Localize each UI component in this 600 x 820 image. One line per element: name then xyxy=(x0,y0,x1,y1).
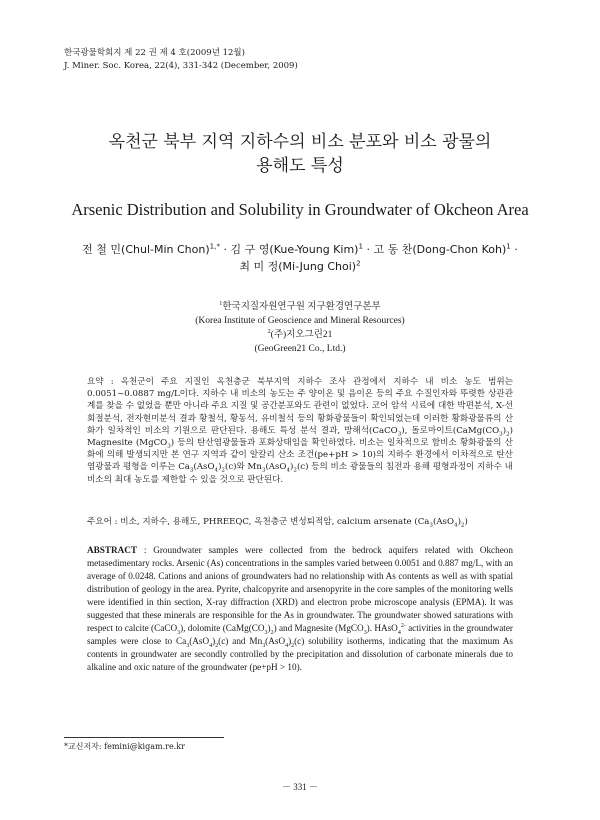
subscript: 2 xyxy=(506,431,510,438)
subscript: 3 xyxy=(167,443,171,450)
journal-header-english: J. Miner. Soc. Korea, 22(4), 331-342 (December, 2009) xyxy=(64,61,298,71)
keywords xyxy=(87,516,537,528)
corresponding-author-footnote: *교신저자: femini@kigam.re.kr xyxy=(64,742,185,751)
subscript: 3 xyxy=(499,431,503,438)
footnote-divider xyxy=(64,737,224,738)
abstract-english-text: (c) and Mn xyxy=(218,636,263,646)
abstract-english-text: (AsO xyxy=(265,636,286,646)
subscript: 3 xyxy=(397,431,402,438)
subscript: 4 xyxy=(454,522,458,529)
subscript: 2 xyxy=(221,468,225,475)
abstract-korean-text: ) xyxy=(502,425,507,436)
subscript: 3 xyxy=(363,629,367,636)
subscript: 4 xyxy=(214,468,219,475)
abstract-english-label: ABSTRACT xyxy=(87,545,138,555)
subscript: 3 xyxy=(189,468,194,475)
subscript: 2 xyxy=(293,468,297,475)
affiliation-2-mark: 2 xyxy=(267,328,271,335)
abstract-english-text: ), dolomite (CaMg(CO xyxy=(180,623,265,633)
title-korean-line2: 용해도 특성 xyxy=(256,156,344,176)
abstract-korean-text: ), 돌로마이트(CaMg(CO xyxy=(401,425,500,436)
affiliation-2-korean-text: (주)지오그린21 xyxy=(270,330,333,340)
subscript: 3 xyxy=(261,468,266,475)
abstract-english-text: ) and Magnesite (MgCO xyxy=(273,623,364,633)
subscript: 4 xyxy=(286,468,291,475)
affiliation-1-english: (Korea Institute of Geoscience and Mineral Resources) xyxy=(195,316,405,326)
author-2: 김 구 영(Kue-Young Kim) xyxy=(230,243,359,256)
author-separator: · xyxy=(514,243,518,256)
affiliation-2-english: (GeoGreen21 Co., Ltd.) xyxy=(254,344,346,354)
author-line-1 xyxy=(0,241,600,258)
abstract-english-text: ). HAsO xyxy=(366,623,398,633)
subscript: 3 xyxy=(264,629,268,636)
subscript: 3 xyxy=(429,522,433,529)
author-2-mark: 1 xyxy=(358,241,363,251)
keywords-text: (AsO xyxy=(432,517,454,527)
author-4: 최 미 정(Mi-Jung Choi) xyxy=(239,260,357,273)
abstract-english xyxy=(87,544,513,674)
abstract-korean-text: (c)와 Mn xyxy=(224,462,262,473)
author-1-mark: 1,* xyxy=(209,241,221,251)
author-line-2 xyxy=(0,258,600,275)
keywords-text: ) xyxy=(457,517,461,527)
affiliation-2-korean xyxy=(0,328,600,342)
abstract-korean-label: 요약 : xyxy=(87,377,121,387)
abstract-english-text: (AsO xyxy=(189,636,210,646)
affiliation-1-korean-text: 한국지질자원연구원 지구환경연구본부 xyxy=(222,302,381,312)
subscript: 3 xyxy=(262,642,266,649)
author-1: 전 철 민(Chul-Min Chon) xyxy=(82,243,210,256)
keywords-text: 비소, 지하수, 용해도, PHREEQC, 옥천층군 변성퇴적암, calcium arsenate (Ca xyxy=(120,517,430,527)
abstract-korean-text: (AsO xyxy=(265,462,287,473)
abstract-english-text: : Groundwater samples were collected from the bedrock aquifers related with Okcheon metasedimentary rocks. Arsenic (As) concentrations in the samples varied between 0.0051 and 0.887 mg/L, with an average of 0.0248. Cations and anions of groundwaters had no relationship with As contents as well as with spatial distribution of geology in the area. Pyrite, chalcopyrite and arsenopyrite in the core samples of the monitoring wells were identified in thin section, X-ray diffraction (XRD) and electron probe microscope analysis (EPMA). It was suggested that these minerals are responsible for the As in groundwater. The groundwater showed saturations with respect to calcite (CaCO xyxy=(87,545,513,633)
subscript: 2 xyxy=(215,642,219,649)
abstract-english-text: activities in the groundwater samples were close to Ca xyxy=(87,623,513,646)
affiliation-1-korean xyxy=(0,300,600,314)
abstract-korean-text: ) Magnesite (MgCO xyxy=(87,425,514,449)
affiliation-1-mark: 1 xyxy=(219,300,223,307)
abstract-english-text: (c) solubility isotherms, indicating that the maximum As contents in groundwater are secondly controlled by the precipitation and dissolution of carbonate minerals due to alkaline and oxic nature of the groundwater (pe+pH > 10). xyxy=(87,636,513,672)
title-korean-line1: 옥천군 북부 지역 지하수의 비소 분포와 비소 광물의 xyxy=(108,132,492,152)
abstract-english-text: ) xyxy=(267,623,271,633)
subscript: 3 xyxy=(186,642,190,649)
keywords-text: ) xyxy=(464,517,468,527)
abstract-korean xyxy=(87,376,513,486)
keywords-label: 주요어 : xyxy=(87,517,121,527)
abstract-english-text: ) xyxy=(212,636,216,646)
author-3: 고 동 찬(Dong-Chon Koh) xyxy=(373,243,507,256)
abstract-korean-text: 옥천군이 주요 지질인 옥천층군 북부지역 지하수 조사 관정에서 지하수 내 비소 농도 범위는 0.0051~0.0887 mg/L이다. 지하수 내 비소의 농도는 주 양이온 및 음이온 등의 주요 수질인자와 뚜렷한 상관관계를 찾을 수 없었을 뿐만 아니라 주요 지질 및 공간분포와도 관련이 없었다. 코어 암석 시료에 대한 박편분석, X-선회절분석, 전자현미분석 결과 황철석, 황동석, 유비철석 등의 황화광물들이 확인되었는데 이러한 황화광물류의 산화가 일차적인 비소의 기원으로 판단된다. 용해도 특성 분석 결과, 방해석(CaCO xyxy=(87,377,513,436)
author-separator: · xyxy=(223,243,228,256)
abstract-korean-text: (AsO xyxy=(193,462,215,473)
journal-header-korean: 한국광물학회지 제 22 권 제 4 호(2009년 12월) xyxy=(64,48,245,58)
page-number: － 331 － xyxy=(281,782,318,792)
author-4-mark: 2 xyxy=(356,258,361,268)
abstract-korean-text: ) xyxy=(218,462,222,473)
subscript: 2 xyxy=(460,522,465,529)
subscript: 2 xyxy=(270,629,274,636)
abstract-korean-text: ) xyxy=(290,462,294,473)
subscript: 2 xyxy=(291,642,295,649)
abstract-korean-text: ) 등의 탄산염광물들과 포화상태임을 확인하였다. 비소는 일차적으로 함비소 황화광물의 산화에 의해 발생되지만 본 연구 지역과 같이 알칼리 산소 조건(pe+pH > 10)의 지하수 환경에서 이차적으로 탄산염광물과 평형을 이루는 Ca xyxy=(87,438,513,473)
abstract-korean-text: (c) 등의 비소 광물들의 침전과 용해 평형과정이 지하수 내 비소의 최대 농도를 제한할 수 있을 것으로 판단된다. xyxy=(87,462,513,485)
author-3-mark: 1 xyxy=(506,241,511,251)
subscript: 4 xyxy=(285,642,289,649)
title-english: Arsenic Distribution and Solubility in Groundwater of Okcheon Area xyxy=(71,200,529,219)
abstract-english-text: ) xyxy=(288,636,292,646)
subscript: 4 xyxy=(397,629,401,636)
superscript: 2- xyxy=(400,622,406,629)
subscript: 3 xyxy=(177,629,181,636)
author-separator: · xyxy=(366,243,370,256)
subscript: 4 xyxy=(209,642,213,649)
